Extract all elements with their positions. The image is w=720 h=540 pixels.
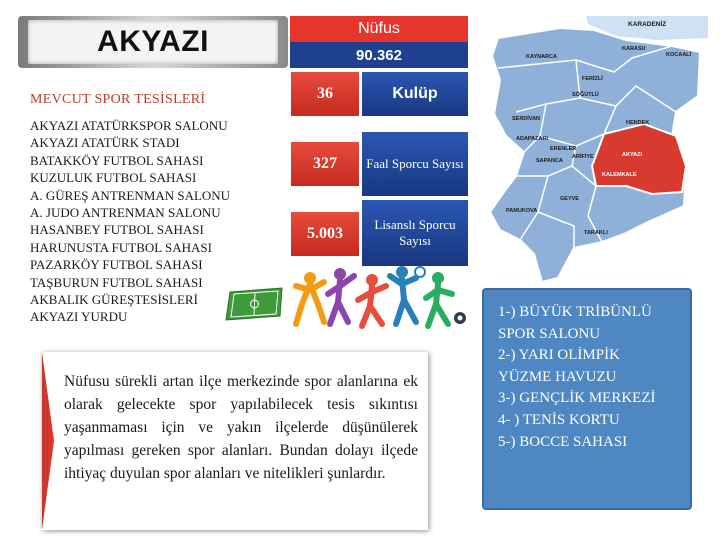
active-athlete-label: Faal Sporcu Sayısı bbox=[362, 132, 468, 196]
population-banner bbox=[290, 16, 468, 68]
planned-projects-list bbox=[498, 302, 676, 453]
akyazi-region bbox=[592, 124, 686, 194]
population-label: Nüfus bbox=[290, 16, 468, 42]
facility-item: BATAKKÖY FUTBOL SAHASI bbox=[30, 152, 204, 168]
title-plate bbox=[18, 16, 288, 68]
facilities-heading: MEVCUT SPOR TESİSLERİ bbox=[30, 92, 206, 107]
map-label: AKYAZI bbox=[622, 152, 642, 158]
facility-item: KUZULUK FUTBOL SAHASI bbox=[30, 170, 197, 186]
map-label: PAMUKOVA bbox=[506, 208, 538, 214]
info-paragraph: Nüfusu sürekli artan ilçe merkezinde spor alanlarına ek olarak gelecekte spor yapılabilecek tesis sıkıntısı yaşanmaması için ve yakın ilçelerde düşünülerek yapılması gereken spor alanları. Bundan dolayı ilçede ihtiyaç duyulan spor alanları ve nitelikleri şunlardır. bbox=[64, 373, 418, 482]
licensed-athlete-label: Lisanslı Sporcu Sayısı bbox=[362, 200, 468, 266]
facility-item: PAZARKÖY FUTBOL SAHASI bbox=[30, 257, 203, 273]
map-label: GEYVE bbox=[560, 196, 579, 202]
club-count: 36 bbox=[291, 72, 359, 116]
map-label: KALEMKALE bbox=[602, 172, 637, 178]
page-title: AKYAZI bbox=[97, 25, 209, 58]
map-label: SÖĞÜTLÜ bbox=[572, 92, 599, 98]
facility-item: HASANBEY FUTBOL SAHASI bbox=[30, 222, 204, 238]
map-label: KAYNARCA bbox=[526, 54, 557, 60]
project-item: 1-) BÜYÜK TRİBÜNLÜ SPOR SALONU bbox=[498, 304, 652, 342]
facility-item: AKYAZI ATATÜRK STADI bbox=[30, 135, 180, 151]
project-item: 3-) GENÇLİK MERKEZİ bbox=[498, 390, 656, 407]
licensed-athlete-count: 5.003 bbox=[291, 212, 359, 256]
map-label: TARAKLI bbox=[584, 230, 608, 236]
planned-projects-box bbox=[482, 288, 692, 510]
facility-item: A. GÜREŞ ANTRENMAN SALONU bbox=[30, 187, 231, 203]
map-label: KOCAALİ bbox=[666, 52, 692, 58]
map-label: SERDİVAN bbox=[512, 116, 541, 122]
football-field-icon bbox=[224, 286, 286, 322]
district-map bbox=[476, 16, 708, 290]
map-label: ERENLER bbox=[550, 146, 577, 152]
facility-item: HARUNUSTA FUTBOL SAHASI bbox=[30, 239, 212, 255]
map-label: KARASU bbox=[622, 46, 646, 52]
map-label: SAPANCA bbox=[536, 158, 563, 164]
project-item: 5-) BOCCE SAHASI bbox=[498, 433, 628, 450]
club-label: Kulüp bbox=[362, 72, 468, 116]
map-label: ARİFİYE bbox=[572, 154, 594, 160]
facility-item: AKYAZI ATATÜRKSPOR SALONU bbox=[30, 118, 228, 133]
project-item: 4- ) TENİS KORTU bbox=[498, 411, 620, 428]
project-item: 2-) YARI OLİMPİK YÜZME HAVUZU bbox=[498, 347, 620, 385]
title-inner bbox=[28, 20, 278, 64]
info-box bbox=[42, 352, 428, 530]
map-label: HENDEK bbox=[626, 120, 650, 126]
sports-figures-icon bbox=[292, 264, 468, 332]
facility-item: A. JUDO ANTRENMAN SALONU bbox=[30, 205, 221, 221]
map-label: ADAPAZARI bbox=[516, 136, 548, 142]
facility-item: AKBALIK GÜREŞTESİSLERİ bbox=[30, 292, 198, 308]
active-athlete-count: 327 bbox=[291, 142, 359, 186]
map-label: KARADENİZ bbox=[628, 21, 667, 28]
population-value: 90.362 bbox=[290, 42, 468, 68]
map-label: FERİZLİ bbox=[582, 76, 603, 82]
facility-item: AKYAZI YURDU bbox=[30, 309, 128, 325]
facility-item: TAŞBURUN FUTBOL SAHASI bbox=[30, 274, 203, 290]
